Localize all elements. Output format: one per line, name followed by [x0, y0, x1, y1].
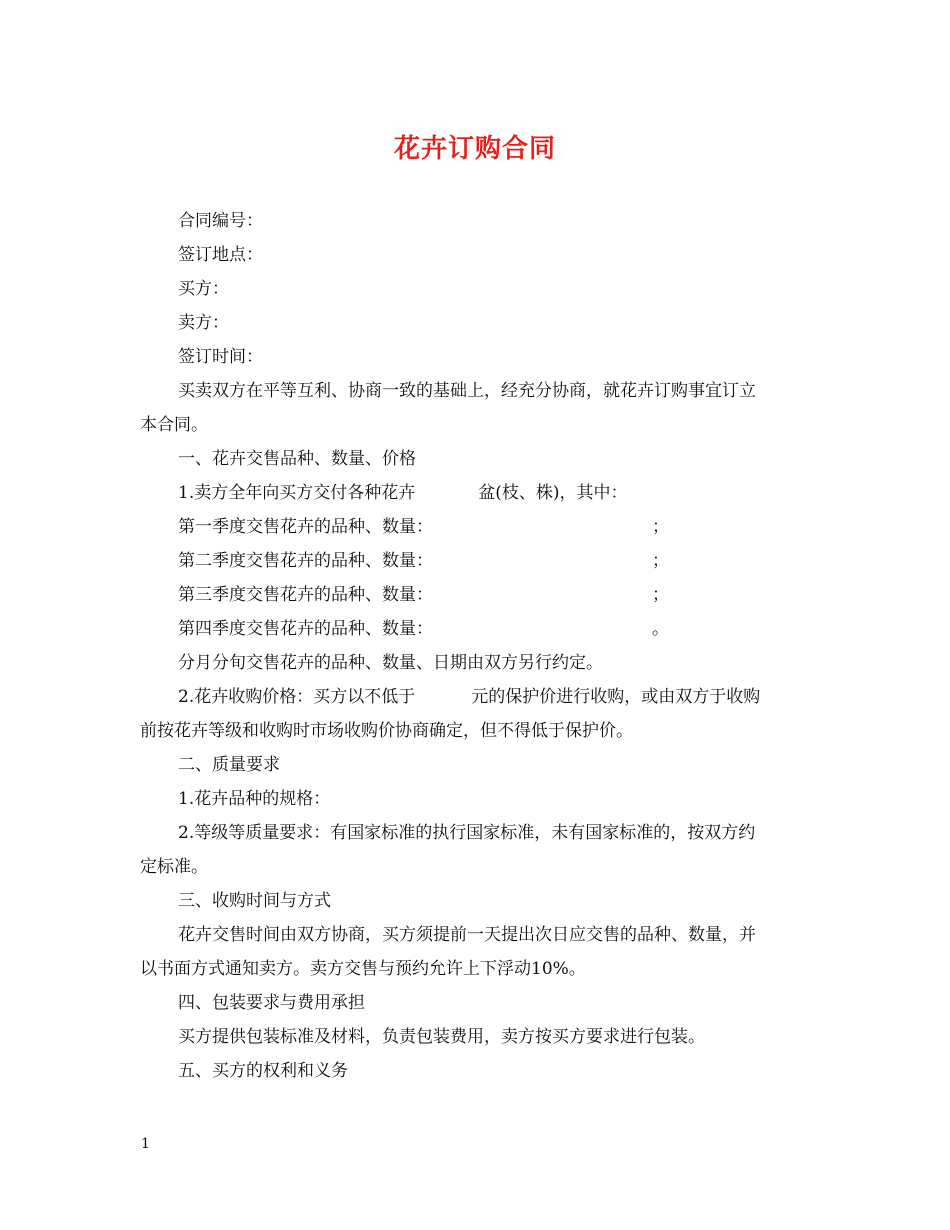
q3-line — [140, 578, 848, 612]
section4-para: 买方提供包装标准及材料，负责包装费用，卖方按买方要求进行包装。 — [178, 1027, 705, 1047]
seller-field: 卖方： — [178, 313, 229, 333]
section1-item2-text-b: 元的保护价进行收购，或由双方于收购 — [471, 687, 761, 707]
section1-item2 — [140, 680, 848, 714]
contract-number-field: 合同编号： — [178, 211, 263, 231]
q4-line — [140, 612, 848, 646]
q2-line — [140, 544, 848, 578]
section5-heading: 五、买方的权利和义务 — [178, 1061, 348, 1081]
intro-line-1: 买卖双方在平等互利、协商一致的基础上，经充分协商，就花卉订购事宜订立 — [178, 381, 756, 401]
section2-heading: 二、质量要求 — [178, 755, 280, 775]
section1-item1-text-b: 盆(枝、株)，其中： — [478, 483, 628, 503]
section1-heading: 一、花卉交售品种、数量、价格 — [178, 449, 416, 469]
intro-line-2: 本合同。 — [140, 415, 208, 435]
monthly-delivery-text: 分月分旬交售花卉的品种、数量、日期由双方另行约定。 — [178, 653, 603, 673]
q4-end: 。 — [652, 619, 669, 639]
section4-heading: 四、包装要求与费用承担 — [178, 993, 365, 1013]
section3-para-line1: 花卉交售时间由双方协商，买方须提前一天提出次日应交售的品种、数量，并 — [178, 925, 756, 945]
page-title: 花卉订购合同 — [393, 134, 556, 164]
section3-heading: 三、收购时间与方式 — [178, 891, 331, 911]
q3-end: ； — [652, 585, 669, 605]
signing-place-field: 签订地点： — [178, 245, 263, 265]
section1-item2-text-a: 2.花卉收购价格：买方以不低于 — [178, 687, 416, 707]
q2-label: 第二季度交售花卉的品种、数量： — [178, 551, 433, 571]
section1-item2-line2: 前按花卉等级和收购时市场收购价协商确定，但不得低于保护价。 — [140, 721, 633, 741]
section3-para-line2: 以书面方式通知卖方。卖方交售与预约允许上下浮动10%。 — [140, 959, 586, 979]
q1-line — [140, 510, 848, 544]
section2-item1: 1.花卉品种的规格： — [178, 789, 331, 809]
section2-item2-line2: 定标准。 — [140, 857, 208, 877]
q3-label: 第三季度交售花卉的品种、数量： — [178, 585, 433, 605]
q1-end: ； — [652, 517, 669, 537]
section1-item1-text-a: 1.卖方全年向买方交付各种花卉 — [178, 483, 416, 503]
section2-item2-line1: 2.等级等质量要求：有国家标准的执行国家标准，未有国家标准的，按双方约 — [178, 823, 756, 843]
section1-item1 — [140, 476, 848, 510]
q1-label: 第一季度交售花卉的品种、数量： — [178, 517, 433, 537]
signing-time-field: 签订时间： — [178, 347, 263, 367]
q4-label: 第四季度交售花卉的品种、数量： — [178, 619, 433, 639]
q2-end: ； — [652, 551, 669, 571]
buyer-field: 买方： — [178, 279, 229, 299]
page-number: 1 — [141, 1136, 150, 1152]
